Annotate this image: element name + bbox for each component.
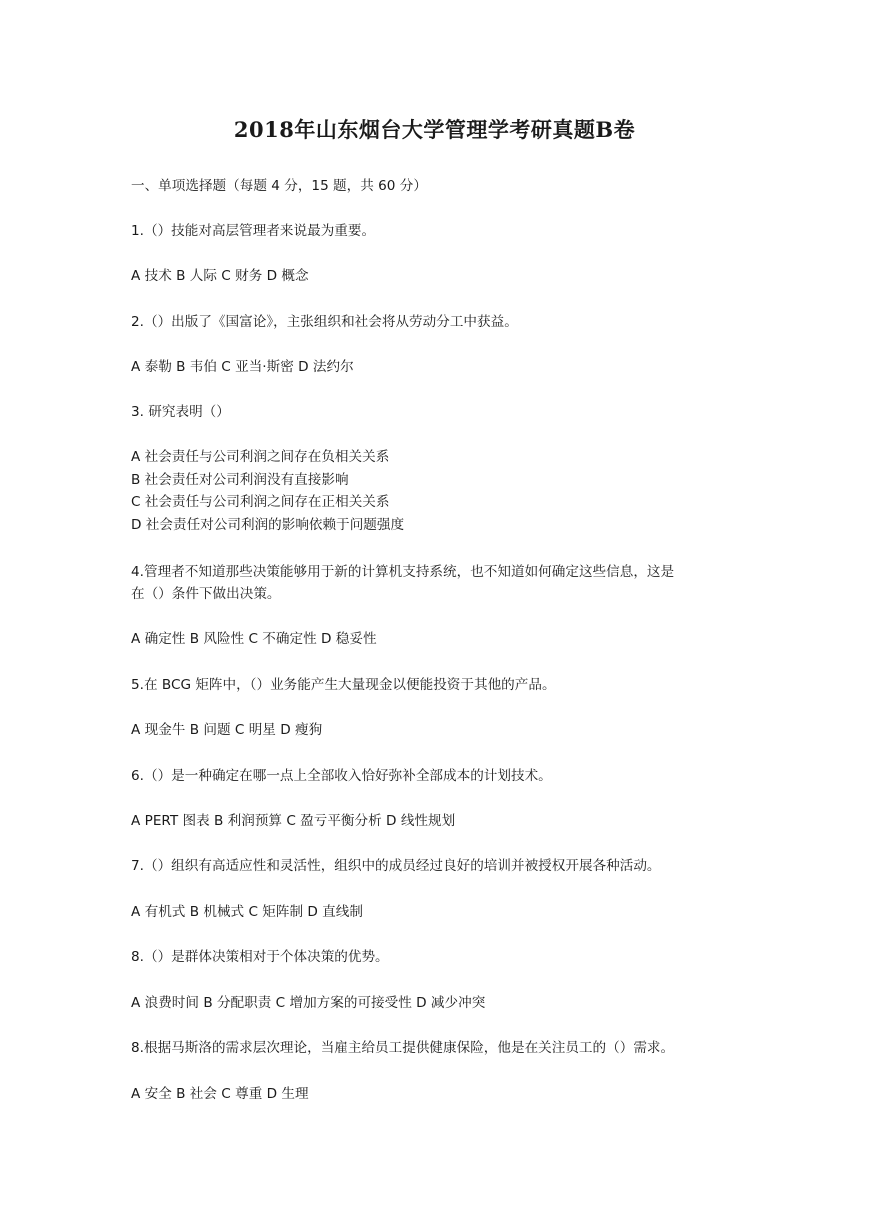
question-3-option-b: B 社会责任对公司利润没有直接影响 [131, 471, 349, 488]
question-1-options: A 技术 B 人际 C 财务 D 概念 [131, 268, 309, 284]
section-heading: 一、单项选择题（每题 4 分，15 题，共 60 分） [131, 178, 427, 194]
question-2-options: A 泰勒 B 韦伯 C 亚当·斯密 D 法约尔 [131, 359, 354, 375]
question-4-text-line-1: 4.管理者不知道那些决策能够用于新的计算机支持系统，也不知道如何确定这些信息，这是 [131, 564, 675, 580]
question-3-options [131, 446, 751, 536]
question-4-options: A 确定性 B 风险性 C 不确定性 D 稳妥性 [131, 631, 377, 647]
question-2-text: 2.（）出版了《国富论》，主张组织和社会将从劳动分工中获益。 [131, 314, 518, 330]
question-4-text-line-2: 在（）条件下做出决策。 [131, 586, 281, 602]
question-5-text: 5.在 BCG 矩阵中，（）业务能产生大量现金以便能投资于其他的产品。 [131, 677, 556, 693]
question-9-options: A 安全 B 社会 C 尊重 D 生理 [131, 1086, 309, 1102]
question-9-text: 8.根据马斯洛的需求层次理论，当雇主给员工提供健康保险，他是在关注员工的（）需求。 [131, 1040, 675, 1056]
document-title: 2018年山东烟台大学管理学考研真题B卷 [233, 117, 636, 142]
question-1-text: 1.（）技能对高层管理者来说最为重要。 [131, 223, 376, 239]
question-8-text: 8.（）是群体决策相对于个体决策的优势。 [131, 949, 389, 965]
question-6-options: A PERT 图表 B 利润预算 C 盈亏平衡分析 D 线性规划 [131, 813, 456, 829]
question-6-text: 6.（）是一种确定在哪一点上全部收入恰好弥补全部成本的计划技术。 [131, 768, 552, 784]
question-8-options: A 浪费时间 B 分配职责 C 增加方案的可接受性 D 减少冲突 [131, 995, 486, 1011]
question-3-option-c: C 社会责任与公司利润之间存在正相关关系 [131, 494, 390, 510]
question-7-options: A 有机式 B 机械式 C 矩阵制 D 直线制 [131, 904, 363, 920]
question-3-option-a: A 社会责任与公司利润之间存在负相关关系 [131, 449, 390, 465]
question-3-text: 3. 研究表明（） [131, 404, 230, 420]
question-7-text: 7.（）组织有高适应性和灵活性，组织中的成员经过良好的培训并被授权开展各种活动。 [131, 858, 661, 874]
question-3-option-d: D 社会责任对公司利润的影响依赖于问题强度 [131, 516, 405, 533]
question-5-options: A 现金牛 B 问题 C 明星 D 瘦狗 [131, 722, 323, 738]
